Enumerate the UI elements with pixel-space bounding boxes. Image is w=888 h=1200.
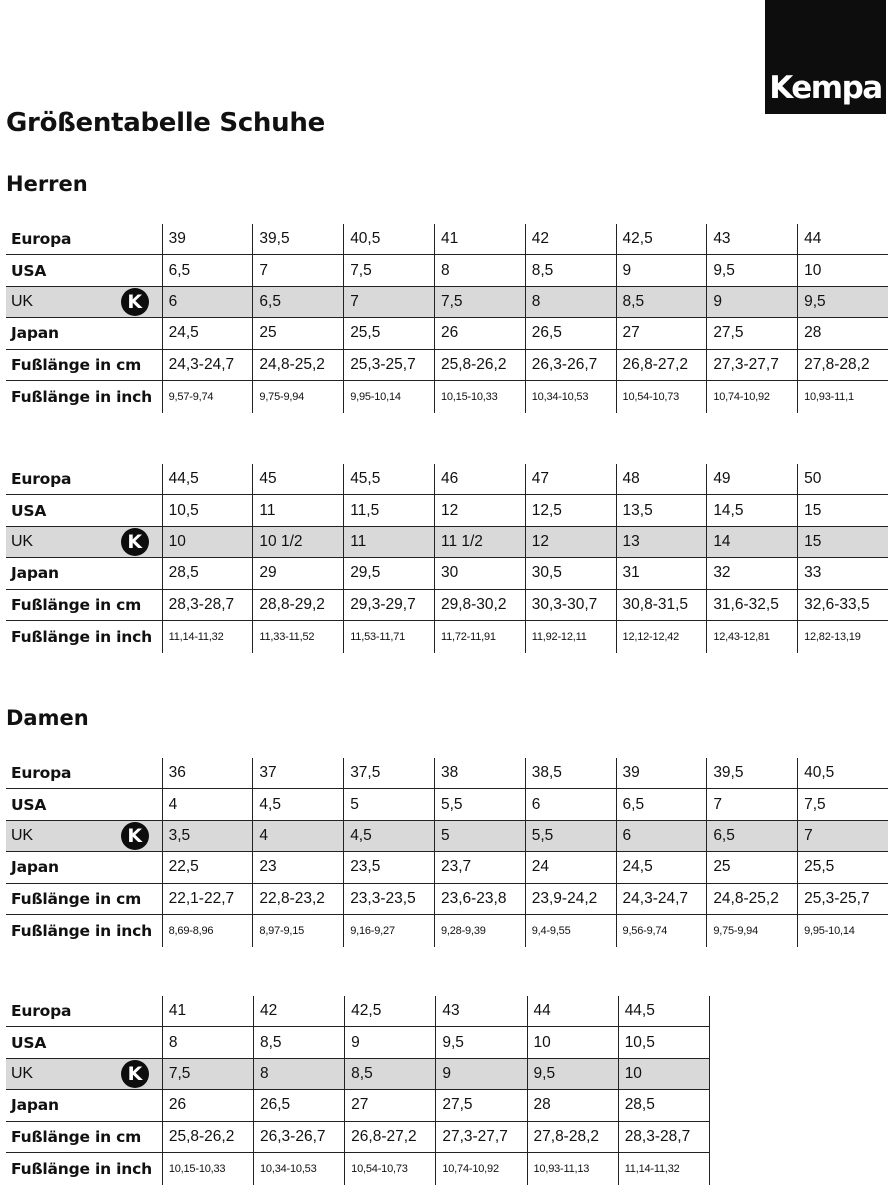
table-row-cm [6,589,888,620]
size-cell: 29 [253,558,344,589]
size-cell: 13 [616,526,707,557]
size-cell: 11,53-11,71 [344,620,435,653]
size-cell: 30 [434,558,525,589]
size-cell: 32,6-33,5 [798,589,888,620]
size-cell: 37 [253,758,344,789]
size-cell: 33 [798,558,888,589]
size-cell: 15 [798,526,888,557]
size-cell: 25,8-26,2 [434,349,525,380]
size-cell: 5,5 [434,789,525,820]
row-label-cm [6,1121,162,1152]
size-cell: 7 [344,286,435,317]
size-cell: 6,5 [162,255,253,286]
size-cell: 11,33-11,52 [253,620,344,653]
table-row-cm [6,1121,888,1152]
empty-cell [799,1058,888,1089]
row-label-text: UK [11,1064,33,1082]
empty-cell [799,1152,888,1185]
size-cell: 10,54-10,73 [616,380,707,413]
row-label-text: UK [11,292,33,310]
table-row-inch [6,1152,888,1185]
row-label-uk [6,820,162,851]
size-cell: 13,5 [616,495,707,526]
size-cell: 10,54-10,73 [345,1152,436,1185]
size-cell: 28 [527,1090,618,1121]
brand-name: Kempa [769,70,882,106]
size-cell: 9,4-9,55 [525,914,616,947]
kempa-logo [765,0,886,114]
size-cell: 30,3-30,7 [525,589,616,620]
size-cell: 44,5 [162,464,253,495]
row-label-usa [6,1027,162,1058]
size-cell: 32 [707,558,798,589]
row-label-text: Fußlänge in cm [11,595,142,614]
size-cell: 31,6-32,5 [707,589,798,620]
size-cell: 36 [162,758,253,789]
size-cell: 40,5 [798,758,888,789]
table-row-uk [6,1058,888,1089]
size-cell: 6,5 [616,789,707,820]
size-cell: 8,5 [616,286,707,317]
row-label-text: USA [11,501,47,520]
size-cell: 12,12-12,42 [616,620,707,653]
size-cell: 23 [253,852,344,883]
size-cell: 37,5 [344,758,435,789]
size-cell: 25,3-25,7 [798,883,888,914]
empty-cell [709,1152,799,1185]
row-label-inch [6,380,162,413]
size-cell: 41 [434,224,525,255]
size-cell: 4,5 [344,820,435,851]
size-cell: 29,8-30,2 [434,589,525,620]
size-cell: 10,5 [162,495,253,526]
row-label-text: Fußlänge in inch [11,921,152,940]
empty-cell [799,1090,888,1121]
size-cell: 6 [162,286,253,317]
size-cell: 40,5 [344,224,435,255]
table-row-usa [6,1027,888,1058]
size-cell: 9,5 [436,1027,527,1058]
size-cell: 8 [434,255,525,286]
size-cell: 9,95-10,14 [344,380,435,413]
row-label-japan [6,1090,162,1121]
table-row-uk [6,820,888,851]
row-label-text: Japan [11,858,59,877]
size-cell: 6,5 [707,820,798,851]
size-cell: 6 [525,789,616,820]
size-cell: 10,74-10,92 [707,380,798,413]
row-label-usa [6,255,162,286]
size-cell: 30,5 [525,558,616,589]
size-cell: 11 1/2 [434,526,525,557]
size-cell: 28,8-29,2 [253,589,344,620]
row-label-europa [6,996,162,1027]
size-cell: 27,5 [436,1090,527,1121]
size-cell: 9,57-9,74 [162,380,253,413]
size-cell: 12 [434,495,525,526]
size-cell: 7 [798,820,888,851]
size-cell: 27,8-28,2 [798,349,888,380]
empty-cell [709,1058,799,1089]
empty-cell [709,1121,799,1152]
size-cell: 26 [434,318,525,349]
empty-cell [709,1027,799,1058]
size-cell: 22,5 [162,852,253,883]
size-cell: 8 [525,286,616,317]
size-cell: 42,5 [345,996,436,1027]
size-cell: 29,5 [344,558,435,589]
empty-cell [799,1027,888,1058]
size-cell: 38,5 [525,758,616,789]
size-cell: 27,3-27,7 [707,349,798,380]
size-cell: 6,5 [253,286,344,317]
size-cell: 8,69-8,96 [162,914,253,947]
size-cell: 5 [434,820,525,851]
size-cell: 9,56-9,74 [616,914,707,947]
size-cell: 9 [616,255,707,286]
row-label-inch [6,1152,162,1185]
size-cell: 42 [254,996,345,1027]
row-label-europa [6,464,162,495]
size-cell: 29,3-29,7 [344,589,435,620]
size-cell: 25 [253,318,344,349]
row-label-text: UK [11,532,33,550]
size-cell: 26,8-27,2 [345,1121,436,1152]
row-label-text: Japan [11,324,59,343]
size-cell: 9,75-9,94 [707,914,798,947]
size-cell: 42 [525,224,616,255]
size-cell: 12,43-12,81 [707,620,798,653]
row-label-europa [6,758,162,789]
size-cell: 25,5 [798,852,888,883]
size-cell: 9,16-9,27 [344,914,435,947]
size-cell: 24,3-24,7 [616,883,707,914]
size-cell: 9,28-9,39 [434,914,525,947]
table-row-cm [6,883,888,914]
size-cell: 26,3-26,7 [254,1121,345,1152]
table-row-europa [6,464,888,495]
size-cell: 24,8-25,2 [707,883,798,914]
table-row-europa [6,224,888,255]
size-cell: 23,5 [344,852,435,883]
size-cell: 7,5 [344,255,435,286]
empty-cell [709,1090,799,1121]
size-cell: 24,3-24,7 [162,349,253,380]
size-cell: 25,3-25,7 [344,349,435,380]
table-row-cm [6,349,888,380]
size-cell: 39,5 [253,224,344,255]
size-cell: 43 [707,224,798,255]
size-cell: 38 [434,758,525,789]
size-cell: 9,75-9,94 [253,380,344,413]
row-label-inch [6,914,162,947]
row-label-text: USA [11,261,47,280]
size-cell: 26,3-26,7 [525,349,616,380]
size-cell: 49 [707,464,798,495]
size-cell: 11 [253,495,344,526]
kempa-k-icon: K [121,1060,149,1088]
size-cell: 23,3-23,5 [344,883,435,914]
size-cell: 11 [344,526,435,557]
row-label-europa [6,224,162,255]
size-cell: 28 [798,318,888,349]
size-cell: 11,5 [344,495,435,526]
row-label-text: Fußlänge in inch [11,627,152,646]
table-row-usa [6,495,888,526]
size-cell: 27,8-28,2 [527,1121,618,1152]
size-cell: 24,5 [616,852,707,883]
table-row-japan [6,558,888,589]
size-cell: 41 [162,996,253,1027]
size-cell: 44,5 [618,996,709,1027]
table-row-japan [6,318,888,349]
size-cell: 26 [162,1090,253,1121]
row-label-inch [6,620,162,653]
size-cell: 10,93-11,13 [527,1152,618,1185]
size-cell: 22,1-22,7 [162,883,253,914]
row-label-text: Fußlänge in inch [11,387,152,406]
size-cell: 10,15-10,33 [162,1152,253,1185]
size-cell: 28,5 [162,558,253,589]
size-cell: 28,5 [618,1090,709,1121]
size-cell: 5 [344,789,435,820]
row-label-text: USA [11,1033,47,1052]
size-cell: 27 [616,318,707,349]
kempa-k-icon: K [121,822,149,850]
row-label-cm [6,589,162,620]
size-cell: 23,9-24,2 [525,883,616,914]
size-cell: 28,3-28,7 [618,1121,709,1152]
size-cell: 28,3-28,7 [162,589,253,620]
table-row-europa [6,996,888,1027]
empty-cell [799,996,888,1027]
size-cell: 9 [707,286,798,317]
size-table-damen-2 [6,996,888,1185]
size-cell: 12,82-13,19 [798,620,888,653]
size-cell: 31 [616,558,707,589]
size-cell: 43 [436,996,527,1027]
row-label-japan [6,852,162,883]
row-label-text: Europa [11,1002,72,1021]
size-cell: 25,5 [344,318,435,349]
table-row-inch [6,620,888,653]
size-cell: 24,5 [162,318,253,349]
section-heading-herren: Herren [6,172,88,196]
table-row-inch [6,914,888,947]
table-row-uk [6,526,888,557]
row-label-cm [6,349,162,380]
size-cell: 27,3-27,7 [436,1121,527,1152]
size-cell: 25 [707,852,798,883]
row-label-cm [6,883,162,914]
row-label-japan [6,318,162,349]
size-cell: 10 [527,1027,618,1058]
size-cell: 9,5 [527,1058,618,1089]
size-cell: 46 [434,464,525,495]
size-cell: 42,5 [616,224,707,255]
row-label-usa [6,789,162,820]
kempa-k-icon: K [121,528,149,556]
size-cell: 8,5 [254,1027,345,1058]
size-cell: 7,5 [798,789,888,820]
size-table-herren-2 [6,464,888,653]
size-cell: 10,34-10,53 [254,1152,345,1185]
size-cell: 11,92-12,11 [525,620,616,653]
size-cell: 26,5 [525,318,616,349]
size-cell: 4 [253,820,344,851]
size-cell: 39,5 [707,758,798,789]
size-cell: 10,34-10,53 [525,380,616,413]
row-label-text: Fußlänge in cm [11,1127,142,1146]
empty-cell [799,1121,888,1152]
size-cell: 30,8-31,5 [616,589,707,620]
size-cell: 39 [162,224,253,255]
size-cell: 27 [345,1090,436,1121]
kempa-k-icon: K [121,288,149,316]
size-cell: 8 [162,1027,253,1058]
row-label-text: Fußlänge in cm [11,355,142,374]
size-cell: 48 [616,464,707,495]
size-cell: 7 [707,789,798,820]
size-table-herren-1 [6,224,888,413]
size-cell: 10,5 [618,1027,709,1058]
size-cell: 26,8-27,2 [616,349,707,380]
size-cell: 9,5 [707,255,798,286]
size-cell: 45 [253,464,344,495]
size-cell: 10,93-11,1 [798,380,888,413]
table-row-uk [6,286,888,317]
size-cell: 39 [616,758,707,789]
row-label-text: Europa [11,764,72,783]
size-cell: 23,6-23,8 [434,883,525,914]
size-cell: 8,5 [525,255,616,286]
size-cell: 4,5 [253,789,344,820]
size-cell: 12,5 [525,495,616,526]
size-cell: 8,97-9,15 [253,914,344,947]
size-cell: 45,5 [344,464,435,495]
table-row-japan [6,852,888,883]
size-cell: 15 [798,495,888,526]
size-cell: 10 [162,526,253,557]
size-cell: 3,5 [162,820,253,851]
size-cell: 7 [253,255,344,286]
size-cell: 25,8-26,2 [162,1121,253,1152]
size-cell: 44 [527,996,618,1027]
size-cell: 4 [162,789,253,820]
empty-cell [709,996,799,1027]
size-cell: 8 [254,1058,345,1089]
size-cell: 5,5 [525,820,616,851]
size-cell: 50 [798,464,888,495]
table-row-inch [6,380,888,413]
row-label-uk [6,1058,162,1089]
section-heading-damen: Damen [6,706,89,730]
size-cell: 11,72-11,91 [434,620,525,653]
row-label-text: Japan [11,1096,59,1115]
size-cell: 47 [525,464,616,495]
row-label-uk [6,526,162,557]
size-cell: 24,8-25,2 [253,349,344,380]
table-row-europa [6,758,888,789]
size-cell: 27,5 [707,318,798,349]
size-cell: 23,7 [434,852,525,883]
size-cell: 9,95-10,14 [798,914,888,947]
table-row-usa [6,789,888,820]
size-cell: 10 [798,255,888,286]
size-cell: 14 [707,526,798,557]
row-label-uk [6,286,162,317]
size-table-damen-1 [6,758,888,947]
size-cell: 26,5 [254,1090,345,1121]
size-cell: 9 [345,1027,436,1058]
table-row-usa [6,255,888,286]
size-cell: 10,15-10,33 [434,380,525,413]
size-cell: 9,5 [798,286,888,317]
size-cell: 10 1/2 [253,526,344,557]
row-label-text: Europa [11,470,72,489]
size-cell: 10 [618,1058,709,1089]
row-label-text: Fußlänge in cm [11,889,142,908]
size-cell: 6 [616,820,707,851]
size-cell: 14,5 [707,495,798,526]
size-cell: 22,8-23,2 [253,883,344,914]
row-label-text: USA [11,795,47,814]
row-label-text: Japan [11,564,59,583]
size-cell: 12 [525,526,616,557]
row-label-text: Europa [11,230,72,249]
size-cell: 8,5 [345,1058,436,1089]
size-cell: 24 [525,852,616,883]
row-label-usa [6,495,162,526]
table-row-japan [6,1090,888,1121]
size-cell: 9 [436,1058,527,1089]
row-label-text: Fußlänge in inch [11,1159,152,1178]
size-cell: 10,74-10,92 [436,1152,527,1185]
size-cell: 7,5 [162,1058,253,1089]
size-cell: 11,14-11,32 [618,1152,709,1185]
row-label-japan [6,558,162,589]
row-label-text: UK [11,826,33,844]
page-title: Größentabelle Schuhe [6,108,325,138]
size-cell: 44 [798,224,888,255]
size-cell: 7,5 [434,286,525,317]
size-cell: 11,14-11,32 [162,620,253,653]
